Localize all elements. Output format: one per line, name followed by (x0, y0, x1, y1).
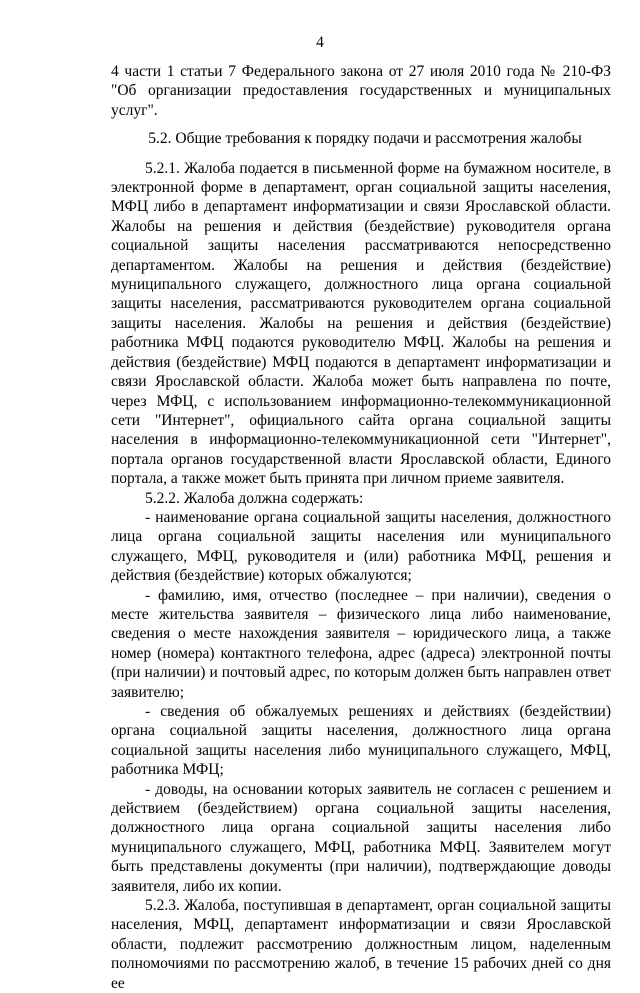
list-item-name: - наименование органа социальной защиты населения, должностного лица органа социальной защиты населения или муниципального служащего, МФЦ, руководителя и (или) работника МФЦ, решения и действия (бездействие) которых обжалуются; (111, 508, 611, 585)
paragraph-continuation: 4 части 1 статьи 7 Федерального закона от 27 июля 2010 года № 210-ФЗ "Об организации предоставления государственных и муниципальных услуг". (111, 63, 611, 119)
paragraph-5-2-1: 5.2.1. Жалоба подается в письменной форме на бумажном носителе, в электронной форме в департамент, орган социальной защиты населения, МФЦ либо в департамент информатизации и связи Ярославской области. Жалобы на решения и действия (бездействие) руководителя органа социальной защиты населения рассматриваются непосредственно департаментом. Жалобы на решения и действия (бездействие) муниципального служащего, должностного лица органа социальной защиты населения, рассматриваются руководителем органа социальной защиты населения. Жалобы на решения и действия (бездействие) работника МФЦ подаются руководителю МФЦ. Жалобы на решения и действия (бездействие) МФЦ подаются в департамент информатизации и связи Ярославской области. Жалоба может быть направлена по почте, через МФЦ, с использованием информационно-телекоммуникационной сети "Интернет", официального сайта органа социальной защиты населения в информационно-телекоммуникационной сети "Интернет", портала органов государственной власти Ярославской области, Единого портала, а также может быть принята при личном приеме заявителя. (111, 159, 611, 488)
page-number: 4 (316, 34, 324, 51)
list-item-arguments: - доводы, на основании которых заявитель не согласен с решением и действием (бездействием) органа социальной защиты населения, должностного лица органа социальной защиты населения либо муниципального служащего, МФЦ, работника МФЦ. Заявителем могут быть представлены документы (при наличии), подтверждающие доводы заявителя, либо их копии. (111, 780, 611, 895)
paragraph-5-2-2: 5.2.2. Жалоба должна содержать: (145, 489, 364, 507)
section-heading: 5.2. Общие требования к порядку подачи и рассмотрения жалобы (148, 130, 582, 148)
paragraph-5-2-3: 5.2.3. Жалоба, поступившая в департамент, орган социальной защиты населения, МФЦ, департамент информатизации и связи Ярославской области, подлежит рассмотрению должностным лицом, наделенным полномочиями по рассмотрению жалоб, в течение 15 рабочих дней со дня ее (111, 897, 611, 992)
document-body (111, 62, 611, 993)
list-item-applicant: - фамилию, имя, отчество (последнее – при наличии), сведения о месте жительства заявителя – физического лица либо наименование, сведения о месте нахождения заявителя – юридического лица, а также номер (номера) контактного телефона, адрес (адреса) электронной почты (при наличии) и почтовый адрес, по которым должен быть направлен ответ заявителю; (111, 586, 611, 701)
list-item-decisions: - сведения об обжалуемых решениях и действиях (бездействии) органа социальной защиты населения, должностного лица органа социальной защиты населения либо муниципального служащего, МФЦ, работника МФЦ; (111, 703, 611, 779)
